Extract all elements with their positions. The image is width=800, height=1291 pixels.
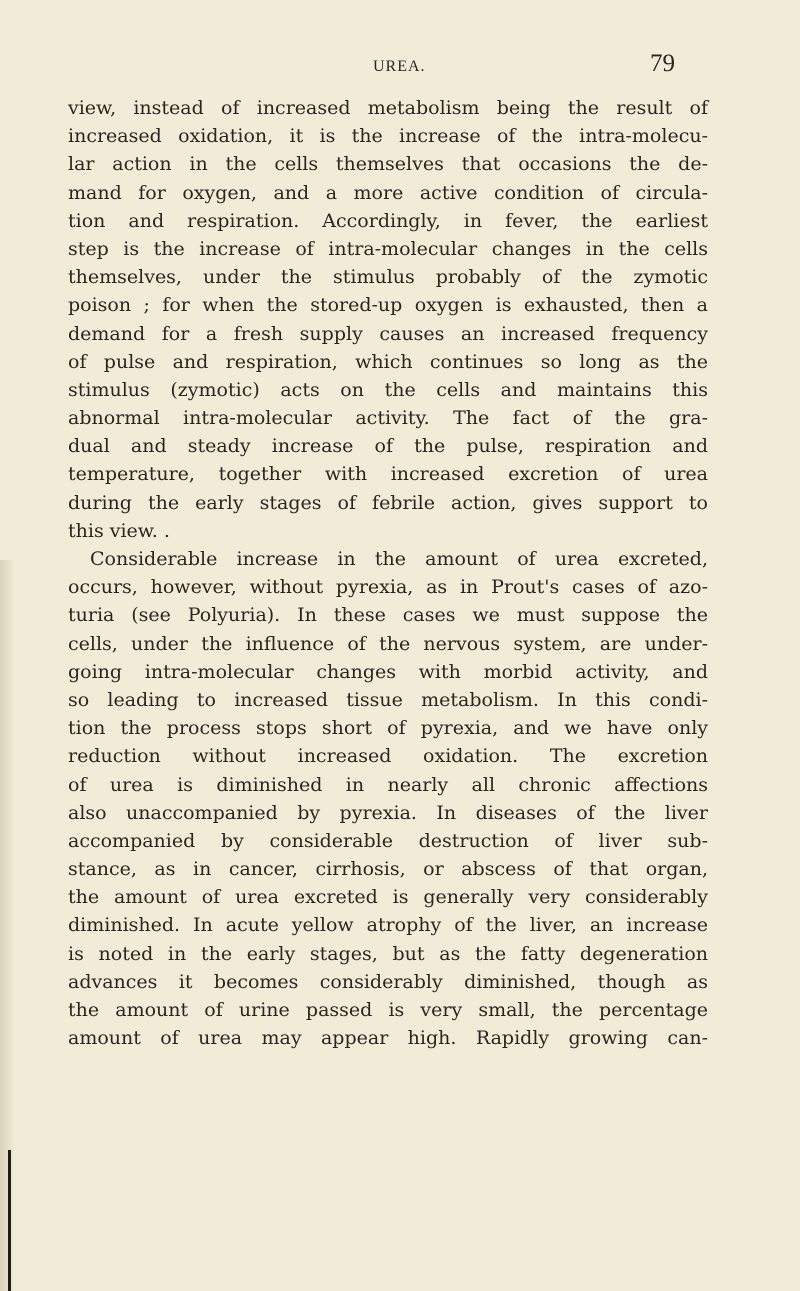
text-line: diminished. In acute yellow atrophy of the liver, an increase	[68, 914, 708, 937]
text-line: increased oxidation, it is the increase of the intra-molecu-	[68, 125, 708, 148]
text-line: advances it becomes considerably diminished, though as	[68, 970, 708, 993]
text-line: the amount of urine passed is very small, the percentage	[68, 999, 708, 1021]
text-line: occurs, however, without pyrexia, as in Prout's cases of azo-	[68, 576, 708, 599]
binding-edge-mark	[8, 1150, 11, 1291]
text-line: step is the increase of intra-molecular changes in the cells	[68, 237, 708, 260]
text-line: poison ; for when the stored-up oxygen is exhausted, then a	[68, 294, 708, 317]
text-line: Considerable increase in the amount of urea excreted,	[90, 548, 708, 570]
page-edge-shadow	[0, 560, 14, 1291]
text-line: temperature, together with increased excretion of urea	[68, 463, 708, 486]
text-line: demand for a fresh supply causes an increased frequency	[68, 322, 708, 345]
text-line: amount of urea may appear high. Rapidly growing can-	[68, 1027, 708, 1050]
text-line: tion the process stops short of pyrexia, and we have only	[68, 717, 708, 740]
page-number: 79	[650, 50, 675, 77]
text-line: turia (see Polyuria). In these cases we must suppose the	[68, 604, 708, 627]
text-line: stance, as in cancer, cirrhosis, or abscess of that organ,	[68, 858, 708, 881]
text-line: so leading to increased tissue metabolism. In this condi-	[68, 688, 708, 711]
text-line: of urea is diminished in nearly all chronic affections	[68, 773, 708, 796]
running-head: UREA.	[373, 58, 426, 75]
text-line: tion and respiration. Accordingly, in fever, the earliest	[68, 209, 708, 232]
text-line: of pulse and respiration, which continues so long as the	[68, 350, 708, 373]
text-line: accompanied by considerable destruction of liver sub-	[68, 829, 708, 852]
page-header	[0, 46, 800, 86]
text-line: during the early stages of febrile action, gives support to	[68, 491, 708, 514]
text-line: mand for oxygen, and a more active condition of circula-	[68, 181, 708, 204]
text-line: stimulus (zymotic) acts on the cells and maintains this	[68, 378, 708, 401]
body-text	[68, 94, 708, 1052]
text-line: themselves, under the stimulus probably of the zymotic	[68, 266, 708, 289]
text-line: lar action in the cells themselves that occasions the de-	[68, 153, 708, 176]
text-line: reduction without increased oxidation. The excretion	[68, 745, 708, 768]
text-line: view, instead of increased metabolism being the result of	[68, 97, 708, 119]
text-line: going intra-molecular changes with morbid activity, and	[68, 660, 708, 683]
text-line: also unaccompanied by pyrexia. In diseases of the liver	[68, 801, 708, 824]
text-line: dual and steady increase of the pulse, respiration and	[68, 435, 708, 458]
text-line: abnormal intra-molecular activity. The fact of the gra-	[68, 407, 708, 430]
text-line: is noted in the early stages, but as the fatty degeneration	[68, 942, 708, 965]
text-line: the amount of urea excreted is generally very considerably	[68, 886, 708, 909]
text-line: cells, under the influence of the nervous system, are under-	[68, 632, 708, 655]
text-line: this view. .	[68, 519, 170, 542]
